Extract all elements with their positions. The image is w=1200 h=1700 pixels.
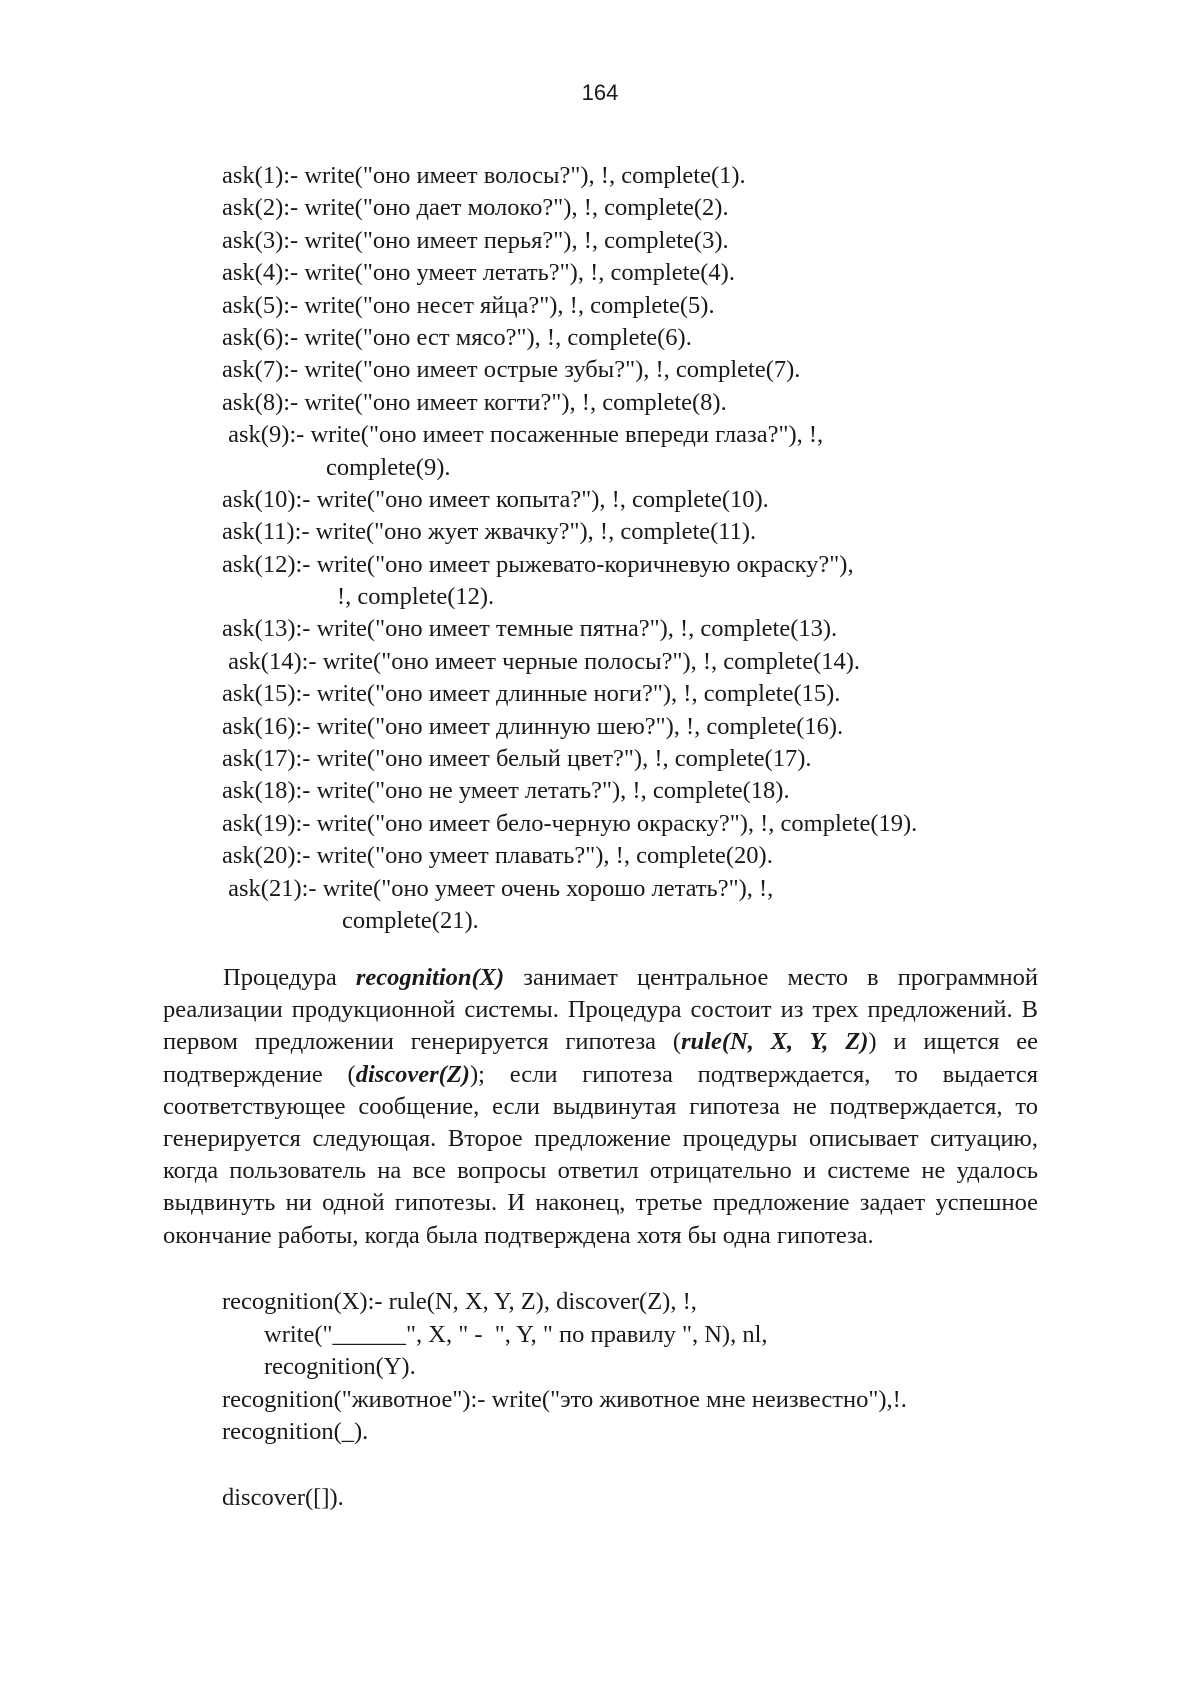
code-line: ask(17):- write("оно имеет белый цвет?"), !, complete(17). — [222, 745, 812, 773]
code-line: recognition(_). — [222, 1418, 369, 1446]
paragraph-text-3: ) и ищется ее подтверждение ( — [163, 1028, 1038, 1088]
code-line: ask(15):- write("оно имеет длинные ноги?"), !, complete(15). — [222, 680, 841, 708]
code-line: complete(9). — [326, 453, 451, 481]
rule-term: rule(N, X, Y, Z) — [681, 1028, 869, 1056]
paragraph-text-4: ); если гипотеза подтверждается, то выдается соответствующее сообщение, если выдвинутая гипотеза не подтверждается, то генерируется следующая. Второе предложение процедуры описывает ситуацию, когда пользователь на все вопросы ответил отрицательно и системе не удалось выдвинуть ни одной гипотезы. И наконец, третье предложение задает успешное окончание работы, когда была подтверждена хотя бы одна гипотеза. — [163, 1060, 1038, 1249]
ask-rules-code-block — [222, 160, 1122, 937]
code-line: ask(13):- write("оно имеет темные пятна?"), !, complete(13). — [222, 615, 838, 643]
recognition-term: recognition(X) — [355, 964, 505, 991]
code-line: ask(21):- write("оно умеет очень хорошо летать?"), !, — [222, 874, 774, 902]
code-line: ask(4):- write("оно умеет летать?"), !, complete(4). — [222, 259, 735, 287]
code-line: ask(3):- write("оно имеет перья?"), !, complete(3). — [222, 226, 729, 254]
page-number: 164 — [581, 80, 619, 105]
code-line: ask(5):- write("оно несет яйца?"), !, complete(5). — [222, 291, 715, 319]
code-line: ask(6):- write("оно ест мясо?"), !, complete(6). — [222, 323, 692, 351]
code-line: !, complete(12). — [337, 583, 495, 611]
paragraph-text-2: занимает центральное место в программной реализации продукционной системы. Процедура состоит из трех предложений. В первом предложении генерируется гипотеза ( — [163, 964, 1038, 1056]
code-line: ask(14):- write("оно имеет черные полосы?"), !, complete(14). — [222, 647, 861, 675]
code-line: complete(21). — [342, 906, 479, 934]
code-line: ask(19):- write("оно имеет бело-черную окраску?"), !, complete(19). — [222, 809, 918, 837]
recognition-code-block — [222, 1286, 1082, 1514]
code-line — [222, 1449, 1082, 1482]
paragraph-text-1: Процедура — [223, 964, 356, 991]
code-line: recognition(Y). — [264, 1353, 416, 1381]
code-line: ask(9):- write("оно имеет посаженные впереди глаза?"), !, — [222, 421, 824, 449]
code-line: ask(7):- write("оно имеет острые зубы?"), !, complete(7). — [222, 356, 801, 384]
code-line: ask(11):- write("оно жует жвачку?"), !, complete(11). — [222, 518, 757, 546]
recognition-description-paragraph — [163, 962, 1038, 1252]
discover-term: discover(Z) — [355, 1060, 470, 1088]
code-line: ask(2):- write("оно дает молоко?"), !, complete(2). — [222, 194, 729, 222]
code-line: recognition("животное"):- write("это животное мне неизвестно"),!. — [222, 1385, 907, 1413]
code-line: ask(10):- write("оно имеет копыта?"), !, complete(10). — [222, 485, 769, 513]
code-line: ask(8):- write("оно имеет когти?"), !, complete(8). — [222, 388, 727, 416]
code-line: ask(1):- write("оно имеет волосы?"), !, complete(1). — [222, 162, 746, 189]
code-line: ask(12):- write("оно имеет рыжевато-коричневую окраску?"), — [222, 550, 854, 578]
code-line: ask(18):- write("оно не умеет летать?"), !, complete(18). — [222, 777, 790, 805]
code-line: write("______", X, " - ", Y, " по правилу ", N), nl, — [264, 1320, 768, 1348]
code-line: discover([]). — [222, 1483, 344, 1511]
code-line: ask(16):- write("оно имеет длинную шею?"), !, complete(16). — [222, 712, 844, 740]
code-line: ask(20):- write("оно умеет плавать?"), !, complete(20). — [222, 842, 773, 870]
code-line: recognition(X):- rule(N, X, Y, Z), discover(Z), !, — [222, 1288, 697, 1315]
